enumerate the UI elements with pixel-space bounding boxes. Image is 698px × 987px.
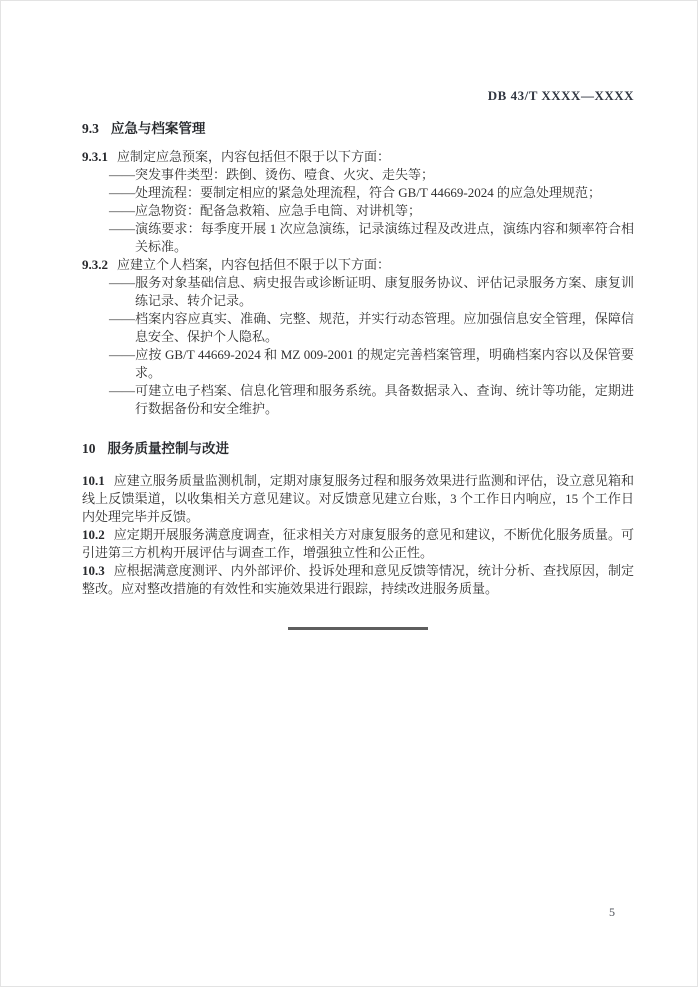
dash-prefix: —— [109, 347, 135, 362]
dash-prefix: —— [109, 275, 135, 290]
list-item [82, 346, 634, 382]
list-item-text: 档案内容应真实、准确、完整、规范，并实行动态管理。应加强信息安全管理，保障信息安全、保护个人隐私。 [135, 311, 634, 344]
clause-10-1 [82, 472, 634, 526]
list-item-text: 应急物资：配备急救箱、应急手电筒、对讲机等； [135, 203, 422, 218]
section-number: 9.3 [82, 121, 99, 136]
list-item [82, 382, 634, 418]
clause-text: 应根据满意度测评、内外部评价、投诉处理和意见反馈等情况，统计分析、查找原因，制定整改。应对整改措施的有效性和实施效果进行跟踪，持续改进服务质量。 [82, 563, 634, 596]
clause-number: 10.3 [82, 563, 105, 578]
clause-10-3 [82, 562, 634, 598]
clause-10-2 [82, 526, 634, 562]
running-header [82, 89, 634, 103]
page-number: 5 [609, 905, 615, 919]
list-item-text: 可建立电子档案、信息化管理和服务系统。具备数据录入、查询、统计等功能，定期进行数据备份和安全维护。 [135, 383, 634, 416]
clause-number: 10.2 [82, 527, 105, 542]
section-heading-9-3 [82, 120, 634, 137]
list-item-text: 服务对象基础信息、病史报告或诊断证明、康复服务协议、评估记录服务方案、康复训练记录、转介记录。 [135, 275, 634, 308]
list-item [82, 184, 634, 202]
list-item [82, 274, 634, 310]
dash-prefix: —— [109, 167, 135, 182]
list-item-text: 演练要求：每季度开展 1 次应急演练，记录演练过程及改进点，演练内容和频率符合相关标准。 [135, 221, 634, 254]
list-item [82, 220, 634, 256]
list-item [82, 202, 634, 220]
clause-text: 应建立服务质量监测机制，定期对康复服务过程和服务效果进行监测和评估，设立意见箱和线上反馈渠道，以收集相关方意见建议。对反馈意见建立台账，3 个工作日内响应，15 个工作日内处理完毕并反馈。 [82, 473, 634, 524]
section-title: 应急与档案管理 [110, 121, 206, 136]
dash-prefix: —— [109, 185, 135, 200]
standard-number: DB 43/T XXXX—XXXX [487, 88, 634, 103]
clause-9-3-1 [82, 148, 634, 166]
end-of-document-rule [288, 627, 428, 630]
clause-text: 应建立个人档案，内容包括但不限于以下方面： [117, 257, 391, 272]
dash-prefix: —— [109, 383, 135, 398]
document-content [82, 89, 634, 630]
clause-number: 9.3.1 [82, 149, 108, 164]
section-number: 10 [82, 441, 96, 456]
dash-prefix: —— [109, 203, 135, 218]
clause-text: 应制定应急预案，内容包括但不限于以下方面： [117, 149, 391, 164]
list-item-text: 处理流程：要制定相应的紧急处理流程，符合 GB/T 44669-2024 的应急处理规范； [135, 185, 601, 200]
clause-number: 9.3.2 [82, 257, 108, 272]
list-item-text: 应按 GB/T 44669-2024 和 MZ 009-2001 的规定完善档案管理，明确档案内容以及保管要求。 [135, 347, 634, 380]
clause-9-3-2 [82, 256, 634, 274]
list-item-text: 突发事件类型：跌倒、烫伤、噎食、火灾、走失等； [135, 167, 435, 182]
clause-number: 10.1 [82, 473, 105, 488]
section-heading-10 [82, 440, 634, 457]
clause-text: 应定期开展服务满意度调查，征求相关方对康复服务的意见和建议，不断优化服务质量。可引进第三方机构开展评估与调查工作，增强独立性和公正性。 [82, 527, 634, 560]
dash-prefix: —— [109, 221, 135, 236]
dash-prefix: —— [109, 311, 135, 326]
list-item [82, 166, 634, 184]
section-title: 服务质量控制与改进 [107, 441, 229, 456]
list-item [82, 310, 634, 346]
